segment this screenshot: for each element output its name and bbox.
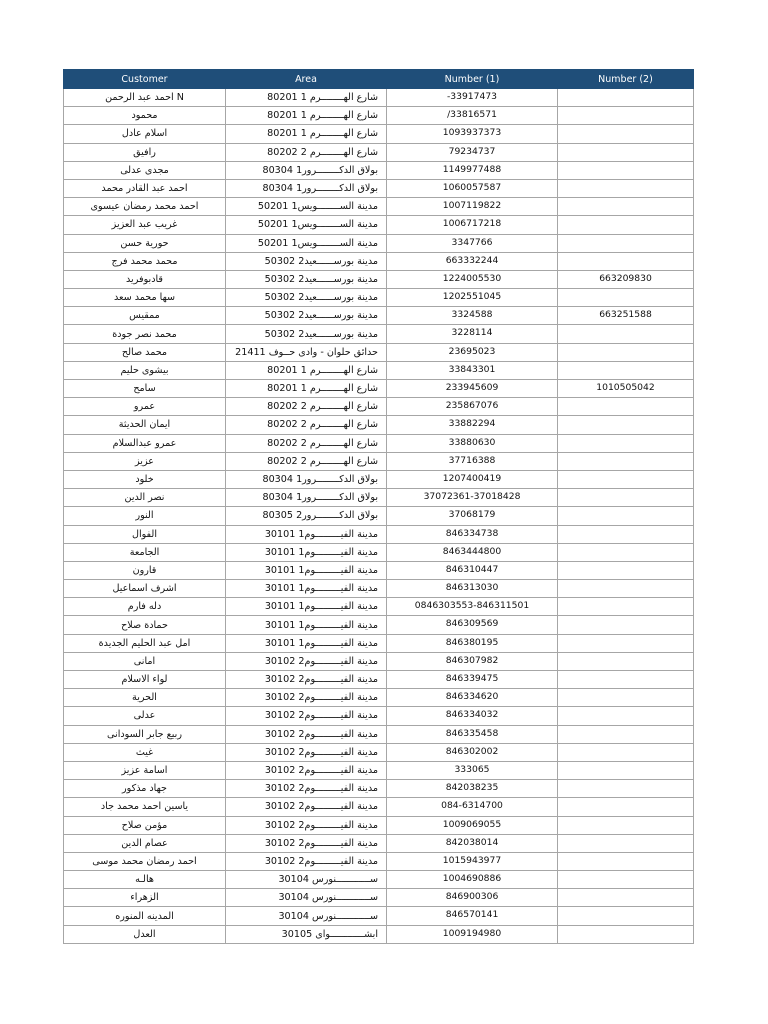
customer-cell: غريب عبد العزيز <box>64 216 226 234</box>
number-1-cell: 084-6314700 <box>387 798 558 816</box>
table-row <box>64 125 694 143</box>
customer-cell: محمد صالح <box>64 343 226 361</box>
area-cell: ابشــــــــــــواى 30105 <box>226 925 387 943</box>
number-1-cell: 846302002 <box>387 743 558 761</box>
number-2-cell: 663251588 <box>558 307 694 325</box>
number-2-cell <box>558 179 694 197</box>
area-cell: شارع الهــــــــرم 1 80201 <box>226 89 387 107</box>
area-cell: مدينة الســــــــويس1 50201 <box>226 216 387 234</box>
number-1-cell: 846570141 <box>387 907 558 925</box>
customer-cell: امانى <box>64 652 226 670</box>
number-2-cell <box>558 252 694 270</box>
table-row <box>64 107 694 125</box>
header-number-1: Number (1) <box>387 70 558 89</box>
table-row <box>64 489 694 507</box>
table-row <box>64 270 694 288</box>
number-1-cell: 0846303553-846311501 <box>387 598 558 616</box>
customer-cell: الفوال <box>64 525 226 543</box>
area-cell: شارع الهــــــــرم 2 80202 <box>226 416 387 434</box>
area-cell: مدينة الســــــــويس1 50201 <box>226 234 387 252</box>
customer-cell: محمد محمد فرج <box>64 252 226 270</box>
customer-cell: احمد محمد رمضان عيسوى <box>64 198 226 216</box>
customer-cell: عزيز <box>64 452 226 470</box>
number-2-cell <box>558 580 694 598</box>
customer-cell: احمد رمضان محمد موسى <box>64 852 226 870</box>
area-cell: شارع الهــــــــرم 2 80202 <box>226 143 387 161</box>
area-cell: مدينة الفيـــــــــوم2 30102 <box>226 671 387 689</box>
table-row <box>64 816 694 834</box>
number-1-cell: 1004690886 <box>387 871 558 889</box>
customer-cell: اشرف اسماعيل <box>64 580 226 598</box>
table-header <box>64 70 694 89</box>
customer-cell: مجدى عدلى <box>64 161 226 179</box>
area-cell: مدينة بورســــــعيد2 50302 <box>226 325 387 343</box>
number-1-cell: 8463444800 <box>387 543 558 561</box>
area-cell: شارع الهــــــــرم 1 80201 <box>226 361 387 379</box>
table-row <box>64 798 694 816</box>
area-cell: مدينة بورســــــعيد2 50302 <box>226 252 387 270</box>
table-row <box>64 761 694 779</box>
number-1-cell: 846334032 <box>387 707 558 725</box>
number-1-cell: 3324588 <box>387 307 558 325</box>
number-2-cell <box>558 616 694 634</box>
area-cell: مدينة بورســــــعيد2 50302 <box>226 270 387 288</box>
number-2-cell <box>558 561 694 579</box>
table-row <box>64 598 694 616</box>
number-1-cell: 846310447 <box>387 561 558 579</box>
number-2-cell <box>558 780 694 798</box>
area-cell: مدينة الفيـــــــــوم2 30102 <box>226 798 387 816</box>
number-2-cell <box>558 289 694 307</box>
customer-cell: ياسين احمد محمد جاد <box>64 798 226 816</box>
table-row <box>64 561 694 579</box>
customer-cell: العدل <box>64 925 226 943</box>
number-1-cell: 37072361-37018428 <box>387 489 558 507</box>
table-row <box>64 689 694 707</box>
number-1-cell: /33816571 <box>387 107 558 125</box>
table-row <box>64 780 694 798</box>
table-row <box>64 652 694 670</box>
header-customer: Customer <box>64 70 226 89</box>
table-row <box>64 580 694 598</box>
number-1-cell: 3228114 <box>387 325 558 343</box>
area-cell: مدينة الفيـــــــــوم1 30101 <box>226 598 387 616</box>
customer-cell: قادبوفريد <box>64 270 226 288</box>
customer-cell: هالـه <box>64 871 226 889</box>
customer-cell: محمود <box>64 107 226 125</box>
area-cell: مدينة الفيـــــــــوم2 30102 <box>226 725 387 743</box>
area-cell: شارع الهــــــــرم 1 80201 <box>226 107 387 125</box>
area-cell: مدينة الفيـــــــــوم2 30102 <box>226 707 387 725</box>
number-2-cell <box>558 398 694 416</box>
number-1-cell: 1009069055 <box>387 816 558 834</box>
number-2-cell <box>558 234 694 252</box>
number-1-cell: 1149977488 <box>387 161 558 179</box>
number-1-cell: 1006717218 <box>387 216 558 234</box>
customer-cell: ممقيس <box>64 307 226 325</box>
number-1-cell: -33917473 <box>387 89 558 107</box>
table-row <box>64 307 694 325</box>
area-cell: مدينة الفيـــــــــوم1 30101 <box>226 543 387 561</box>
number-2-cell <box>558 543 694 561</box>
number-2-cell <box>558 889 694 907</box>
number-2-cell <box>558 416 694 434</box>
customer-cell: مؤمن صلاح <box>64 816 226 834</box>
table-row <box>64 380 694 398</box>
table-row <box>64 416 694 434</box>
number-1-cell: 846334620 <box>387 689 558 707</box>
customer-cell: خلود <box>64 470 226 488</box>
number-2-cell <box>558 107 694 125</box>
table-row <box>64 434 694 452</box>
table-row <box>64 343 694 361</box>
number-2-cell <box>558 216 694 234</box>
table-row <box>64 634 694 652</box>
number-1-cell: 846313030 <box>387 580 558 598</box>
number-1-cell: 37716388 <box>387 452 558 470</box>
table-row <box>64 361 694 379</box>
table-row <box>64 325 694 343</box>
number-1-cell: 333065 <box>387 761 558 779</box>
header-number-2: Number (2) <box>558 70 694 89</box>
number-1-cell: 1202551045 <box>387 289 558 307</box>
customer-cell: N احمد عبد الرحمن <box>64 89 226 107</box>
area-cell: مدينة الفيـــــــــوم2 30102 <box>226 652 387 670</box>
customer-cell: اسلام عادل <box>64 125 226 143</box>
table-row <box>64 834 694 852</box>
table-row <box>64 452 694 470</box>
area-cell: بولاق الدكــــــــرور1 80304 <box>226 179 387 197</box>
number-2-cell <box>558 325 694 343</box>
number-1-cell: 846307982 <box>387 652 558 670</box>
area-cell: مدينة بورســــــعيد2 50302 <box>226 307 387 325</box>
number-2-cell <box>558 725 694 743</box>
area-cell: مدينة الفيـــــــــوم2 30102 <box>226 743 387 761</box>
number-1-cell: 846334738 <box>387 525 558 543</box>
number-2-cell <box>558 652 694 670</box>
customer-cell: بيشوى حليم <box>64 361 226 379</box>
number-1-cell: 33882294 <box>387 416 558 434</box>
area-cell: ســــــــــــنورس 30104 <box>226 871 387 889</box>
area-cell: مدينة الفيـــــــــوم1 30101 <box>226 580 387 598</box>
header-area: Area <box>226 70 387 89</box>
number-2-cell <box>558 143 694 161</box>
area-cell: مدينة الفيـــــــــوم2 30102 <box>226 761 387 779</box>
customer-cell: ايمان الحديثة <box>64 416 226 434</box>
customer-cell: الجامعة <box>64 543 226 561</box>
number-1-cell: 3347766 <box>387 234 558 252</box>
customer-cell: حورية حسن <box>64 234 226 252</box>
number-1-cell: 846380195 <box>387 634 558 652</box>
number-1-cell: 1009194980 <box>387 925 558 943</box>
number-2-cell: 663209830 <box>558 270 694 288</box>
number-2-cell <box>558 798 694 816</box>
area-cell: مدينة الفيـــــــــوم1 30101 <box>226 634 387 652</box>
table-row <box>64 216 694 234</box>
number-1-cell: 1224005530 <box>387 270 558 288</box>
customer-sheet <box>63 69 693 944</box>
customer-cell: عصام الدين <box>64 834 226 852</box>
table-row <box>64 89 694 107</box>
area-cell: بولاق الدكــــــــرور1 80304 <box>226 161 387 179</box>
number-2-cell <box>558 125 694 143</box>
customer-cell: حمادة صلاح <box>64 616 226 634</box>
number-1-cell: 846309569 <box>387 616 558 634</box>
number-1-cell: 1015943977 <box>387 852 558 870</box>
number-1-cell: 663332244 <box>387 252 558 270</box>
number-2-cell <box>558 507 694 525</box>
number-2-cell <box>558 198 694 216</box>
table-row <box>64 925 694 943</box>
number-2-cell <box>558 834 694 852</box>
number-2-cell: 1010505042 <box>558 380 694 398</box>
table-row <box>64 616 694 634</box>
table-row <box>64 889 694 907</box>
number-2-cell <box>558 816 694 834</box>
area-cell: بولاق الدكــــــــرور2 80305 <box>226 507 387 525</box>
area-cell: شارع الهــــــــرم 1 80201 <box>226 380 387 398</box>
table-row <box>64 743 694 761</box>
customer-cell: عمرو عبدالسلام <box>64 434 226 452</box>
number-2-cell <box>558 925 694 943</box>
header-row <box>64 70 694 89</box>
table-row <box>64 671 694 689</box>
customer-table <box>63 69 694 944</box>
customer-cell: غيث <box>64 743 226 761</box>
number-1-cell: 235867076 <box>387 398 558 416</box>
customer-cell: قارون <box>64 561 226 579</box>
table-row <box>64 725 694 743</box>
table-row <box>64 470 694 488</box>
customer-cell: دله فارم <box>64 598 226 616</box>
customer-cell: سها محمد سعد <box>64 289 226 307</box>
number-2-cell <box>558 343 694 361</box>
area-cell: شارع الهــــــــرم 1 80201 <box>226 125 387 143</box>
table-body <box>64 89 694 944</box>
customer-cell: الزهراء <box>64 889 226 907</box>
table-row <box>64 398 694 416</box>
number-2-cell <box>558 634 694 652</box>
number-1-cell: 79234737 <box>387 143 558 161</box>
number-2-cell <box>558 470 694 488</box>
number-2-cell <box>558 907 694 925</box>
table-row <box>64 507 694 525</box>
area-cell: ســــــــــــنورس 30104 <box>226 907 387 925</box>
table-row <box>64 871 694 889</box>
customer-cell: لواء الاسلام <box>64 671 226 689</box>
number-1-cell: 33843301 <box>387 361 558 379</box>
area-cell: بولاق الدكــــــــرور1 80304 <box>226 489 387 507</box>
area-cell: مدينة الفيـــــــــوم2 30102 <box>226 689 387 707</box>
number-2-cell <box>558 761 694 779</box>
table-row <box>64 143 694 161</box>
customer-cell: الحرية <box>64 689 226 707</box>
customer-cell: عمرو <box>64 398 226 416</box>
table-row <box>64 543 694 561</box>
customer-cell: المدينه المنوره <box>64 907 226 925</box>
table-row <box>64 198 694 216</box>
number-1-cell: 23695023 <box>387 343 558 361</box>
customer-cell: سامح <box>64 380 226 398</box>
number-1-cell: 846339475 <box>387 671 558 689</box>
customer-cell: امل عبد الحليم الجديدة <box>64 634 226 652</box>
number-2-cell <box>558 161 694 179</box>
table-row <box>64 852 694 870</box>
number-2-cell <box>558 89 694 107</box>
area-cell: حدائق حلوان - وادى حــوف 21411 <box>226 343 387 361</box>
area-cell: شارع الهــــــــرم 2 80202 <box>226 434 387 452</box>
table-row <box>64 289 694 307</box>
table-row <box>64 252 694 270</box>
customer-cell: النور <box>64 507 226 525</box>
number-1-cell: 842038014 <box>387 834 558 852</box>
table-row <box>64 525 694 543</box>
table-row <box>64 161 694 179</box>
customer-cell: نصر الدين <box>64 489 226 507</box>
table-row <box>64 707 694 725</box>
number-1-cell: 846900306 <box>387 889 558 907</box>
number-2-cell <box>558 852 694 870</box>
number-2-cell <box>558 707 694 725</box>
area-cell: ســــــــــــنورس 30104 <box>226 889 387 907</box>
number-2-cell <box>558 434 694 452</box>
area-cell: شارع الهــــــــرم 2 80202 <box>226 398 387 416</box>
table-row <box>64 234 694 252</box>
area-cell: مدينة الفيـــــــــوم2 30102 <box>226 834 387 852</box>
area-cell: مدينة الفيـــــــــوم1 30101 <box>226 525 387 543</box>
number-2-cell <box>558 598 694 616</box>
customer-cell: اسامة عزيز <box>64 761 226 779</box>
number-2-cell <box>558 743 694 761</box>
number-1-cell: 846335458 <box>387 725 558 743</box>
number-2-cell <box>558 489 694 507</box>
number-1-cell: 37068179 <box>387 507 558 525</box>
area-cell: مدينة الفيـــــــــوم2 30102 <box>226 780 387 798</box>
number-1-cell: 1060057587 <box>387 179 558 197</box>
customer-cell: ربيع جابر السودانى <box>64 725 226 743</box>
number-1-cell: 1007119822 <box>387 198 558 216</box>
number-2-cell <box>558 361 694 379</box>
customer-cell: احمد عبد القادر محمد <box>64 179 226 197</box>
number-2-cell <box>558 452 694 470</box>
area-cell: مدينة الســــــــويس1 50201 <box>226 198 387 216</box>
number-1-cell: 1207400419 <box>387 470 558 488</box>
number-1-cell: 842038235 <box>387 780 558 798</box>
number-2-cell <box>558 689 694 707</box>
number-2-cell <box>558 871 694 889</box>
number-1-cell: 233945609 <box>387 380 558 398</box>
area-cell: مدينة الفيـــــــــوم1 30101 <box>226 616 387 634</box>
area-cell: بولاق الدكــــــــرور1 80304 <box>226 470 387 488</box>
area-cell: مدينة الفيـــــــــوم1 30101 <box>226 561 387 579</box>
number-2-cell <box>558 525 694 543</box>
number-1-cell: 33880630 <box>387 434 558 452</box>
number-2-cell <box>558 671 694 689</box>
area-cell: مدينة الفيـــــــــوم2 30102 <box>226 816 387 834</box>
customer-cell: عدلى <box>64 707 226 725</box>
area-cell: شارع الهــــــــرم 2 80202 <box>226 452 387 470</box>
area-cell: مدينة الفيـــــــــوم2 30102 <box>226 852 387 870</box>
customer-cell: جهاد مذكور <box>64 780 226 798</box>
table-row <box>64 907 694 925</box>
table-row <box>64 179 694 197</box>
number-1-cell: 1093937373 <box>387 125 558 143</box>
customer-cell: محمد نصر جودة <box>64 325 226 343</box>
area-cell: مدينة بورســــــعيد2 50302 <box>226 289 387 307</box>
customer-cell: رافيق <box>64 143 226 161</box>
